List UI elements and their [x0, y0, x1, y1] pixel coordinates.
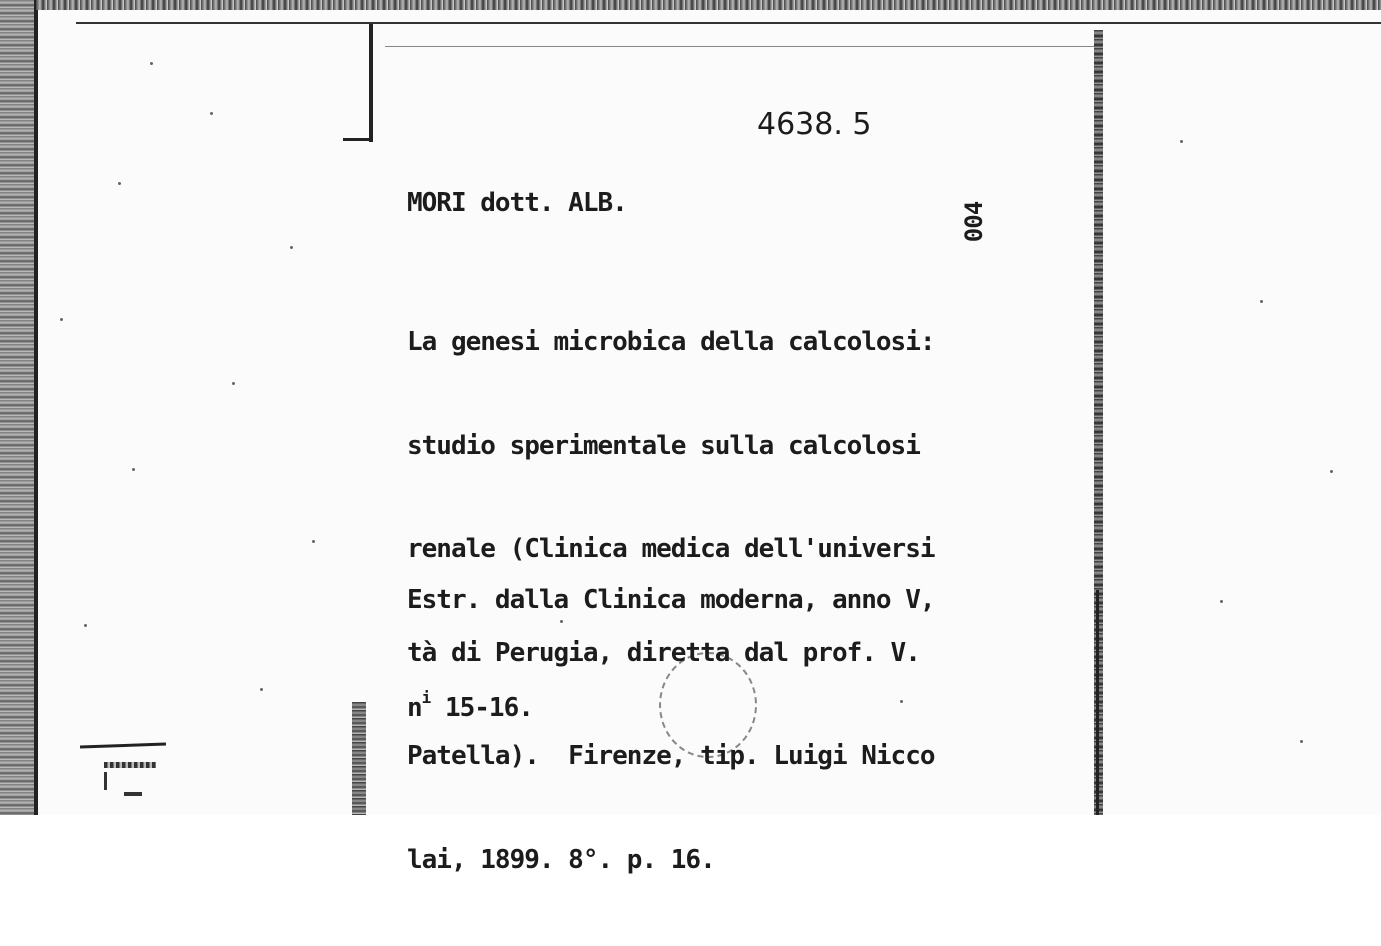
bracket-horizontal	[343, 138, 373, 141]
title-line: studio sperimentale sulla calcolosi	[407, 430, 920, 461]
note-line: Estr. dalla Clinica moderna, anno V,	[407, 585, 935, 615]
bottom-left-mark-foot	[124, 792, 142, 796]
note-line-issue	[407, 690, 935, 726]
speckle	[118, 182, 121, 185]
top-scan-edge	[36, 0, 1381, 10]
title-line: La genesi microbica della calcolosi:	[407, 327, 935, 357]
speckle	[232, 382, 235, 385]
speckle	[312, 540, 315, 543]
card-right-edge-lower	[1096, 590, 1099, 815]
shelfmark: 4638. 5	[757, 107, 872, 142]
title-line: lai, 1899. 8°. p. 16.	[407, 844, 715, 875]
rotated-number: 004	[960, 201, 988, 243]
speckle	[1300, 740, 1303, 743]
title-line: Patella). Firenze, tip. Luigi Nicco	[407, 741, 935, 771]
author-heading: MORI dott. ALB.	[407, 188, 627, 218]
left-border-line	[34, 0, 38, 815]
extract-note	[407, 510, 935, 798]
speckle	[150, 62, 153, 65]
note-issue-numbers: 15-16.	[430, 693, 533, 723]
title-line: tà di Perugia, diretta dal prof. V.	[407, 637, 920, 668]
speckle	[260, 688, 263, 691]
note-issue-prefix: n	[407, 693, 422, 723]
title-line: renale (Clinica medica dell'universi	[407, 534, 935, 564]
bottom-scan-strip	[352, 702, 366, 815]
speckle	[1330, 470, 1333, 473]
bottom-left-rule	[80, 743, 166, 749]
bottom-left-mark	[104, 762, 156, 768]
speckle	[132, 468, 135, 471]
bracket-vertical	[369, 24, 373, 142]
speckle	[1180, 140, 1183, 143]
card-top-edge	[385, 46, 1095, 47]
speckle	[290, 246, 293, 249]
speckle	[1220, 600, 1223, 603]
speckle	[84, 624, 87, 627]
note-issue-superscript: i	[421, 688, 431, 707]
top-rule-line	[76, 22, 1381, 24]
speckle	[1260, 300, 1263, 303]
speckle	[210, 112, 213, 115]
bottom-left-mark-stem	[104, 772, 107, 790]
speckle	[60, 318, 63, 321]
left-scan-edge	[0, 0, 36, 815]
